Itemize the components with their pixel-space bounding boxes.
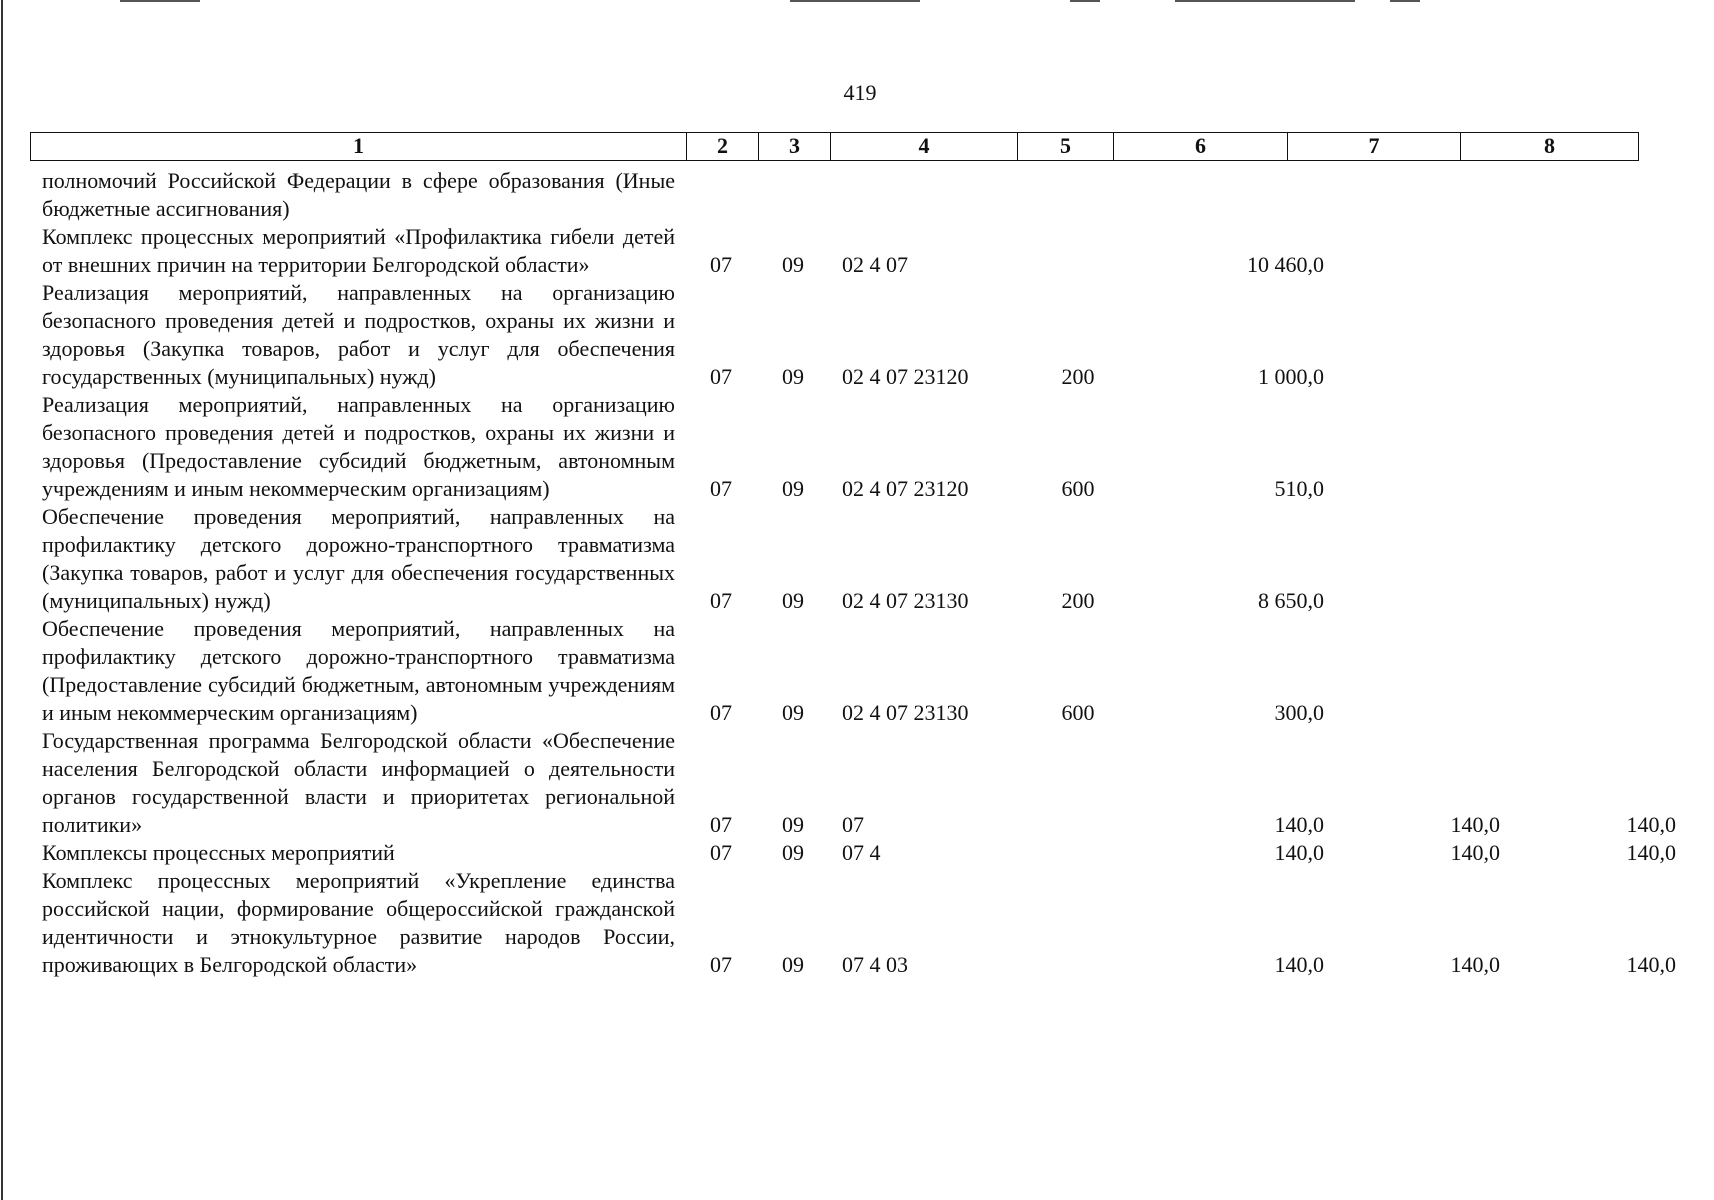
row-description: Реализация мероприятий, направленных на организацию безопасного проведения детей и подростков, охраны их жизни и здоровья (Предоставление субсидий бюджетным, автономным учреждениям и иным некоммерческим организациям) — [42, 392, 675, 501]
column-header-3: 3 — [759, 133, 831, 160]
scan-edge-line — [790, 0, 920, 2]
cell-col-8: 140,0 — [1626, 952, 1676, 977]
row-description: Реализация мероприятий, направленных на организацию безопасного проведения детей и подростков, охраны их жизни и здоровья (Закупка товаров, работ и услуг для обеспечения государственных (муниципальных) нужд) — [42, 280, 675, 389]
row-description: Обеспечение проведения мероприятий, направленных на профилактику детского дорожно-транспортного травматизма (Закупка товаров, работ и услуг для обеспечения государственных (муниципальных) нужд) — [42, 504, 675, 613]
cell-col-3: 09 — [782, 840, 804, 865]
cell-col-3: 09 — [782, 588, 804, 613]
column-header-8: 8 — [1544, 133, 1555, 158]
table-body — [42, 167, 1676, 979]
cell-col-2: 07 — [710, 700, 732, 725]
cell-col-3: 09 — [782, 700, 804, 725]
column-header-4: 4 — [831, 133, 1018, 160]
table-row — [42, 727, 1676, 839]
table-row — [42, 279, 1642, 391]
cell-col-7: 140,0 — [1450, 812, 1500, 837]
table-row — [42, 839, 1676, 867]
scan-edge-line — [1070, 0, 1100, 2]
column-header-1: 1 — [31, 133, 687, 160]
cell-col-6: 1 000,0 — [1258, 364, 1324, 389]
row-description: Комплексы процессных мероприятий — [42, 840, 395, 865]
cell-col-5: 600 — [1061, 700, 1095, 725]
row-description: Комплекс процессных мероприятий «Профилактика гибели детей от внешних причин на территории Белгородской области» — [42, 224, 675, 277]
cell-col-6: 300,0 — [1274, 700, 1324, 725]
cell-col-4: 02 4 07 — [842, 252, 908, 277]
cell-col-4: 07 — [842, 812, 864, 837]
row-description: Обеспечение проведения мероприятий, направленных на профилактику детского дорожно-транспортного травматизма (Предоставление субсидий бюджетным, автономным учреждениям и иным некоммерческим организациям) — [42, 616, 675, 725]
row-description: Государственная программа Белгородской области «Обеспечение населения Белгородской области информацией о деятельности органов государственной власти и приоритетах региональной политики» — [42, 728, 675, 837]
scan-left-edge — [1, 0, 3, 1200]
cell-col-6: 8 650,0 — [1258, 588, 1324, 613]
cell-col-7: 140,0 — [1450, 952, 1500, 977]
cell-col-6: 140,0 — [1274, 840, 1324, 865]
column-header-row — [30, 132, 1639, 161]
column-header-2: 2 — [687, 133, 759, 160]
table-row — [42, 391, 1642, 503]
cell-col-2: 07 — [710, 840, 732, 865]
cell-col-2: 07 — [710, 364, 732, 389]
cell-col-4: 02 4 07 23130 — [842, 588, 969, 613]
cell-col-6: 10 460,0 — [1247, 252, 1324, 277]
cell-col-4: 07 4 03 — [842, 952, 908, 977]
cell-col-3: 09 — [782, 952, 804, 977]
cell-col-7: 140,0 — [1450, 840, 1500, 865]
column-header-7: 7 — [1288, 133, 1461, 160]
cell-col-2: 07 — [710, 588, 732, 613]
scan-edge-line — [1390, 0, 1420, 2]
table-row — [42, 867, 1676, 979]
cell-col-6: 510,0 — [1274, 476, 1324, 501]
column-header-6: 6 — [1114, 133, 1288, 160]
column-header-5: 5 — [1018, 133, 1114, 160]
table-row — [42, 223, 1642, 279]
cell-col-4: 02 4 07 23130 — [842, 700, 969, 725]
scan-edge-line — [1175, 0, 1355, 2]
cell-col-2: 07 — [710, 812, 732, 837]
page-number: 419 — [843, 80, 877, 105]
cell-col-5: 200 — [1061, 364, 1095, 389]
cell-col-4: 07 4 — [842, 840, 881, 865]
row-description: Комплекс процессных мероприятий «Укрепление единства российской нации, формирование общероссийской гражданской идентичности и этнокультурное развитие народов России, проживающих в Белгородской области» — [42, 868, 675, 977]
cell-col-3: 09 — [782, 476, 804, 501]
cell-col-3: 09 — [782, 812, 804, 837]
cell-col-5: 600 — [1061, 476, 1095, 501]
cell-col-6: 140,0 — [1274, 812, 1324, 837]
scan-edge-line — [120, 0, 200, 2]
table-row — [42, 503, 1642, 615]
cell-col-2: 07 — [710, 252, 732, 277]
cell-col-4: 02 4 07 23120 — [842, 364, 969, 389]
cell-col-6: 140,0 — [1274, 952, 1324, 977]
row-description: полномочий Российской Федерации в сфере образования (Иные бюджетные ассигнования) — [42, 168, 675, 221]
cell-col-8: 140,0 — [1626, 840, 1676, 865]
cell-col-4: 02 4 07 23120 — [842, 476, 969, 501]
table-row — [42, 615, 1642, 727]
cell-col-3: 09 — [782, 252, 804, 277]
cell-col-2: 07 — [710, 476, 732, 501]
cell-col-8: 140,0 — [1626, 812, 1676, 837]
cell-col-2: 07 — [710, 952, 732, 977]
cell-col-3: 09 — [782, 364, 804, 389]
cell-col-5: 200 — [1061, 588, 1095, 613]
table-row — [42, 167, 1642, 223]
